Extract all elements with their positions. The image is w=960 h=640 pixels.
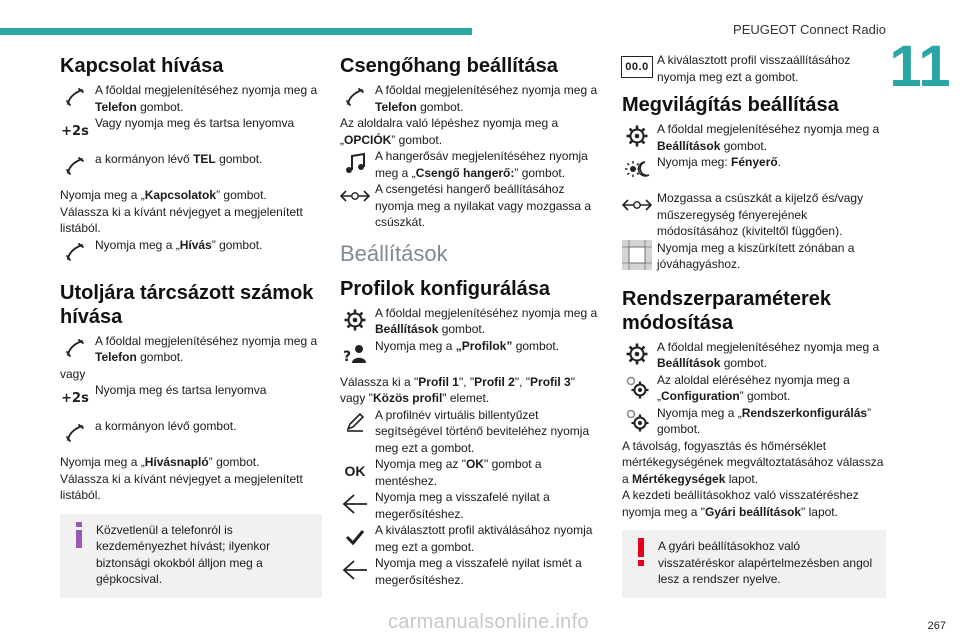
instruction-text: A főoldal megjelenítéséhez nyomja meg a Beállítások gombot. bbox=[375, 305, 598, 336]
greyed-zone-icon bbox=[622, 240, 652, 270]
instruction-text: Nyomja meg a „Hívás” gombot. bbox=[95, 237, 263, 252]
instruction-text: a kormányon lévő gombot. bbox=[95, 419, 237, 433]
running-title: PEUGEOT Connect Radio bbox=[733, 22, 886, 37]
body-paragraph: vagy bbox=[60, 366, 86, 381]
instruction-text: A profilnév virtuális billentyűzet segítségével történő beviteléhez nyomja meg ezt a gombot. bbox=[375, 407, 590, 455]
phone-icon bbox=[340, 82, 370, 112]
instruction-item bbox=[60, 418, 322, 448]
instruction-text: Nyomja meg a „Rendszerkonfigurálás” gombot. bbox=[657, 405, 872, 436]
profile-icon bbox=[340, 338, 370, 368]
instruction-item bbox=[60, 237, 322, 267]
section-title-profiles: Profilok konfigurálása bbox=[340, 277, 551, 300]
page-number: 267 bbox=[927, 620, 946, 632]
warning-icon bbox=[630, 538, 652, 566]
column-3 bbox=[622, 52, 886, 598]
body-paragraph: Nyomja meg a „Kapcsolatok” gombot. bbox=[60, 188, 267, 202]
instruction-item bbox=[340, 555, 602, 588]
gear-icon bbox=[340, 305, 370, 335]
instruction-item bbox=[622, 190, 886, 240]
body-paragraph: Az aloldalra való lépéshez nyomja meg a „OPCIÓK” gombot. bbox=[340, 116, 559, 147]
warning-note bbox=[622, 530, 886, 598]
watermark: carmanualsonline.info bbox=[388, 611, 589, 633]
heading-settings: Beállítások bbox=[340, 240, 448, 266]
instruction-item bbox=[622, 240, 886, 273]
slider-arrows-icon bbox=[340, 181, 370, 211]
section-title-system-params: Rendszerparaméterek módosítása bbox=[622, 287, 831, 334]
instruction-text: A főoldal megjelenítéséhez nyomja meg a Beállítások gombot. bbox=[657, 122, 880, 153]
section-title-recent-calls: Utoljára tárcsázott számok hívása bbox=[60, 281, 314, 328]
svg-text:?: ? bbox=[343, 348, 352, 365]
instruction-item bbox=[622, 372, 886, 405]
column-2 bbox=[340, 52, 602, 588]
instruction-item bbox=[622, 405, 886, 438]
instruction-item bbox=[340, 456, 602, 489]
header-accent-bar bbox=[0, 28, 472, 35]
checkmark-icon bbox=[340, 522, 370, 552]
slider-arrows-icon bbox=[622, 190, 652, 220]
warning-note-text: A gyári beállításokhoz való visszatéréskor alapértelmezésben angol lesz a rendszer nyelve. bbox=[658, 539, 873, 586]
instruction-text: Nyomja meg a kiszürkített zónában a jóváhagyáshoz. bbox=[657, 240, 855, 271]
instruction-text: A főoldal megjelenítéséhez nyomja meg a Beállítások gombot. bbox=[657, 339, 880, 370]
section-title-lighting: Megvilágítás beállítása bbox=[622, 94, 839, 116]
instruction-item bbox=[340, 522, 602, 555]
instruction-text: Vagy nyomja meg és tartsa lenyomva bbox=[95, 116, 295, 130]
instruction-text: Az aloldal eléréséhez nyomja meg a „Configuration” gombot. bbox=[657, 372, 850, 403]
instruction-text: A kiválasztott profil aktiválásához nyomja meg ezt a gombot. bbox=[375, 523, 593, 554]
instruction-item bbox=[622, 52, 886, 85]
music-note-icon bbox=[340, 148, 370, 178]
instruction-item bbox=[622, 154, 886, 184]
instruction-item bbox=[340, 305, 602, 338]
steering-wheel-tel-button-icon bbox=[60, 382, 90, 412]
instruction-item bbox=[622, 121, 886, 154]
instruction-text: A főoldal megjelenítéséhez nyomja meg a Telefon gombot. bbox=[375, 83, 598, 114]
instruction-item bbox=[340, 489, 602, 522]
pencil-icon bbox=[340, 407, 370, 437]
info-icon bbox=[68, 522, 90, 548]
instruction-text: Mozgassa a csúszkát a kijelző és/vagy műszeregység fényerejének módosításához (kiviteltől függően). bbox=[657, 191, 864, 238]
instruction-item bbox=[60, 333, 322, 366]
back-arrow-icon bbox=[340, 555, 370, 585]
column-1 bbox=[60, 52, 322, 598]
instruction-text: a kormányon lévő TEL gombot. bbox=[95, 152, 263, 166]
instruction-item bbox=[60, 382, 322, 412]
instruction-item bbox=[340, 181, 602, 231]
instruction-item bbox=[340, 148, 602, 181]
body-paragraph: A távolság, fogyasztás és hőmérséklet mértékegységének megváltoztatásához válassza a Mértékegységek lapot. bbox=[622, 438, 884, 486]
body-paragraph: Válassza ki a kívánt névjegyet a megjelenített listából. bbox=[60, 471, 303, 502]
instruction-text: Nyomja meg és tartsa lenyomva bbox=[95, 383, 267, 397]
body-paragraph: Válassza ki a kívánt névjegyet a megjelenített listából. bbox=[60, 204, 303, 235]
section-title-call-contact: Kapcsolat hívása bbox=[60, 55, 224, 77]
instruction-item bbox=[340, 407, 602, 457]
instruction-text: A hangerősáv megjelenítéséhez nyomja meg a „Csengő hangerő:” gombot. bbox=[375, 149, 588, 180]
back-arrow-icon bbox=[340, 489, 370, 519]
configuration-gears-icon bbox=[622, 405, 652, 435]
body-paragraph: Válassza ki a "Profil 1", "Profil 2", "Profil 3" vagy "Közös profil" elemet. bbox=[340, 374, 575, 405]
instruction-text: Nyomja meg: Fényerő. bbox=[657, 155, 782, 169]
instruction-text: A csengetési hangerő beállításához nyomja meg a nyilakat vagy mozgassa a csúszkát. bbox=[375, 182, 592, 229]
svg-text:+2s: +2s bbox=[61, 124, 89, 139]
section-title-ringtone: Csengőhang beállítása bbox=[340, 55, 558, 77]
reset-button-icon: 00.0 bbox=[622, 52, 652, 82]
instruction-text: Nyomja meg a visszafelé nyilat ismét a megerősítéshez. bbox=[375, 556, 582, 587]
info-note-text: Közvetlenül a telefonról is kezdeményezhet hívást; ilyenkor biztonsági okokból álljon meg a gépkocsival. bbox=[96, 522, 271, 586]
phone-icon bbox=[60, 333, 90, 363]
gear-icon bbox=[622, 121, 652, 151]
steering-wheel-tel-button-icon bbox=[60, 115, 90, 145]
instruction-item bbox=[60, 115, 322, 145]
phone-icon bbox=[60, 151, 90, 181]
instruction-text: Nyomja meg az "OK" gombot a mentéshez. bbox=[375, 457, 542, 488]
instruction-text: A főoldal megjelenítéséhez nyomja meg a Telefon gombot. bbox=[95, 333, 318, 364]
instruction-item bbox=[340, 82, 602, 115]
configuration-gears-icon bbox=[622, 372, 652, 402]
instruction-text: Nyomja meg a „Profilok” gombot. bbox=[375, 338, 560, 353]
instruction-text: A kiválasztott profil visszaállításához nyomja meg ezt a gombot. bbox=[657, 53, 851, 84]
body-paragraph: A kezdeti beállításokhoz való visszatéréshez nyomja meg a "Gyári beállítások" lapot. bbox=[622, 488, 859, 519]
instruction-item bbox=[60, 82, 322, 115]
instruction-item bbox=[340, 338, 602, 368]
instruction-item bbox=[60, 151, 322, 181]
instruction-text: A főoldal megjelenítéséhez nyomja meg a Telefon gombot. bbox=[95, 83, 318, 114]
gear-icon bbox=[622, 339, 652, 369]
instruction-item bbox=[622, 339, 886, 372]
svg-text:+2s: +2s bbox=[61, 391, 89, 406]
chapter-number: 11 bbox=[889, 34, 951, 99]
info-note bbox=[60, 514, 322, 598]
brightness-icon bbox=[622, 154, 652, 184]
phone-icon bbox=[60, 82, 90, 112]
phone-icon bbox=[60, 418, 90, 448]
body-paragraph: Nyomja meg a „Hívásnapló” gombot. bbox=[60, 455, 260, 469]
instruction-text: Nyomja meg a visszafelé nyilat a megerősítéshez. bbox=[375, 490, 550, 521]
ok-button-icon: OK bbox=[344, 462, 366, 479]
phone-icon bbox=[60, 237, 90, 267]
